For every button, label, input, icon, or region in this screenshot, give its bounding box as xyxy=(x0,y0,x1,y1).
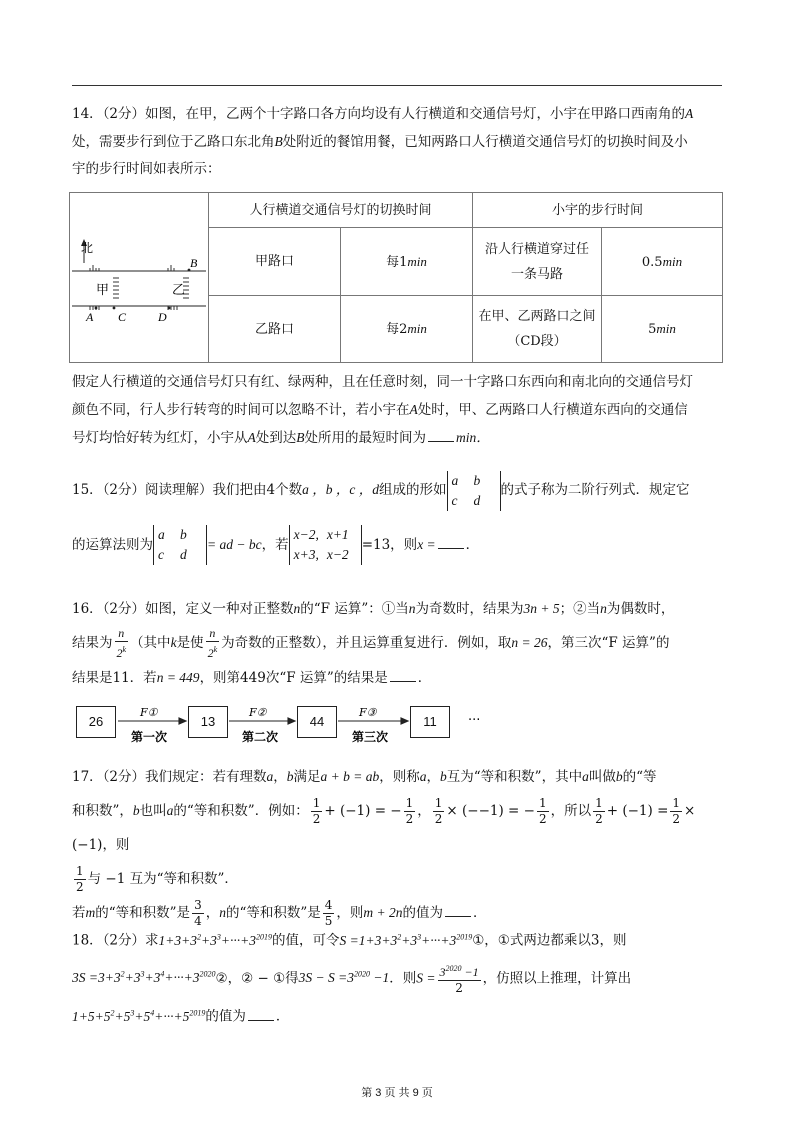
f-operation-flow xyxy=(76,704,496,746)
table-header-signal: 人行横道交通信号灯的切换时间 xyxy=(209,193,473,228)
cell-row1-walk: 沿人行横道穿过任 一条马路 xyxy=(473,228,602,296)
map-yi-label: 乙 xyxy=(172,283,186,298)
q14-signal-table xyxy=(69,192,723,363)
cell-row1-name: 甲路口 xyxy=(209,228,341,296)
map-point-c: C xyxy=(118,310,127,324)
flow-op-1: F① xyxy=(140,706,158,719)
answer-blank-q14 xyxy=(428,429,454,442)
top-rule xyxy=(72,85,722,86)
flow-box-1: 26 xyxy=(76,706,116,738)
cell-row2-time: 每2min xyxy=(341,296,473,363)
map-jia-label: 甲 xyxy=(96,283,110,298)
table-header-walk: 小宇的步行时间 xyxy=(473,193,723,228)
map-north-label: 北 xyxy=(81,241,94,255)
flow-box-4: 11 xyxy=(410,706,450,738)
q16: 16．（2分）如图，定义一种对正整数n的“F 运算”：①当n为奇数时，结果为3n + 5；②当n为偶数时， 结果为 $\frac{n}{2^k}$ （其中k是使 $\frac{n}{2^k}$ 为奇数的正整数），并且运算重复进行．例如，取n = 26，第三次“F 运算”的 结果是11．若n = 449，则第449次“F 运算”的结果是 ． xyxy=(72,601,675,686)
map-point-b: B xyxy=(190,256,198,270)
answer-blank-q15 xyxy=(438,536,464,549)
cell-row2-walk: 在甲、乙两路口之间 （CD段） xyxy=(473,296,602,363)
flow-ellipsis: ··· xyxy=(468,713,481,728)
flow-box-2: 13 xyxy=(188,706,228,738)
intersection-map-figure xyxy=(70,208,208,338)
flow-arrows xyxy=(76,704,496,746)
flow-op-2: F② xyxy=(249,706,267,719)
flow-step-1: 第一次 xyxy=(131,730,168,744)
cell-row2-name: 乙路口 xyxy=(209,296,341,363)
cell-row1-walk-time: 0.5min xyxy=(602,228,723,296)
flow-box-3: 44 xyxy=(297,706,337,738)
q18: 18．（2分）求$1+3+3^2+3^3+\cdot\cdot\cdot+3^{2019}$的值，可令$S =1+3+3^2+3^3+\cdot\cdot\cdot+3^{2019}①$，①式两边都乘以3，则 $3S =3+3^2+3^3+3^4+\cdot\cdot\cdot+3^{2020}②$，② − ①得$3S - S =3^{2020} -1$．则S = $\frac{3^{2020} -1}{2}$ ，仿照以上推理，计算出 $1+5+5^2+5^3+5^4+\cdot\cdot\cdot+5^{2019}$的值为 ． xyxy=(72,932,632,1025)
q15: 15．（2分）阅读理解）我们把由4个数a ，b ，c ，d组成的形如a b c d的式子称为二阶行列式．规定它 的运算法则为a b c d= ad − bc，若x−2, x+1 x+3, x−2=13，则x = ． xyxy=(72,470,724,565)
det-x: x−2, x+1 x+3, x−2 xyxy=(289,525,362,565)
cell-row2-walk-time: 5min xyxy=(602,296,723,363)
answer-blank-q17 xyxy=(445,904,471,917)
answer-blank-q18 xyxy=(248,1008,274,1021)
q14-conditions: 假定人行横道的交通信号灯只有红、绿两种，且在任意时刻，同一十字路口东西向和南北向的交通信号灯 颜色不同，行人步行转弯的时间可以忽略不计，若小宇在A处时，甲、乙两路口人行横道东西向的交通信 号灯均恰好转为红灯，小宇从A处到达B处所用的最短时间为 min． xyxy=(72,374,693,446)
flow-step-2: 第二次 xyxy=(242,730,279,744)
q14-intro: 14．（2分）如图，在甲，乙两个十字路口各方向均设有人行横道和交通信号灯，小宇在甲路口西南角的A 处，需要步行到位于乙路口东北角B处附近的餐馆用餐，已知两路口人行横道交通信号灯的切换时间及小 宇的步行时间如表所示： xyxy=(72,106,694,177)
det-abcd: a b c d xyxy=(447,471,501,511)
flow-step-3: 第三次 xyxy=(352,730,389,744)
flow-op-3: F③ xyxy=(359,706,377,719)
map-point-d: D xyxy=(158,310,167,324)
answer-blank-q16 xyxy=(390,669,416,682)
q17: 17．（2分）我们规定：若有理数a，b满足a + b = ab，则称a，b互为“等和积数”，其中a叫做b的“等 和积数”，b也叫a的“等和积数”．例如： $\frac{1}{2}$ + (−1) = − $\frac{1}{2}$ ， $\frac{1}{2}$ × (−−1) = − $\frac{1}{2}$ ，所以 $\frac{1}{2}$ + (−1) = $\frac{1}{2}$ × (−1)，则 $\frac{1}{2}$ 与 −1 互为“等和积数”． 若m的“等和积数”是 $\frac{3}{4}$ ，n的“等和积数”是 $\frac{4}{5}$ ，则m + 2n的值为 ． xyxy=(72,769,696,928)
map-point-a: A xyxy=(86,310,94,324)
det-rule: a b c d xyxy=(153,525,207,565)
page-footer: 第 3 页 共 9 页 xyxy=(361,1087,433,1099)
intersection-map xyxy=(70,193,209,363)
cell-row1-time: 每1min xyxy=(341,228,473,296)
